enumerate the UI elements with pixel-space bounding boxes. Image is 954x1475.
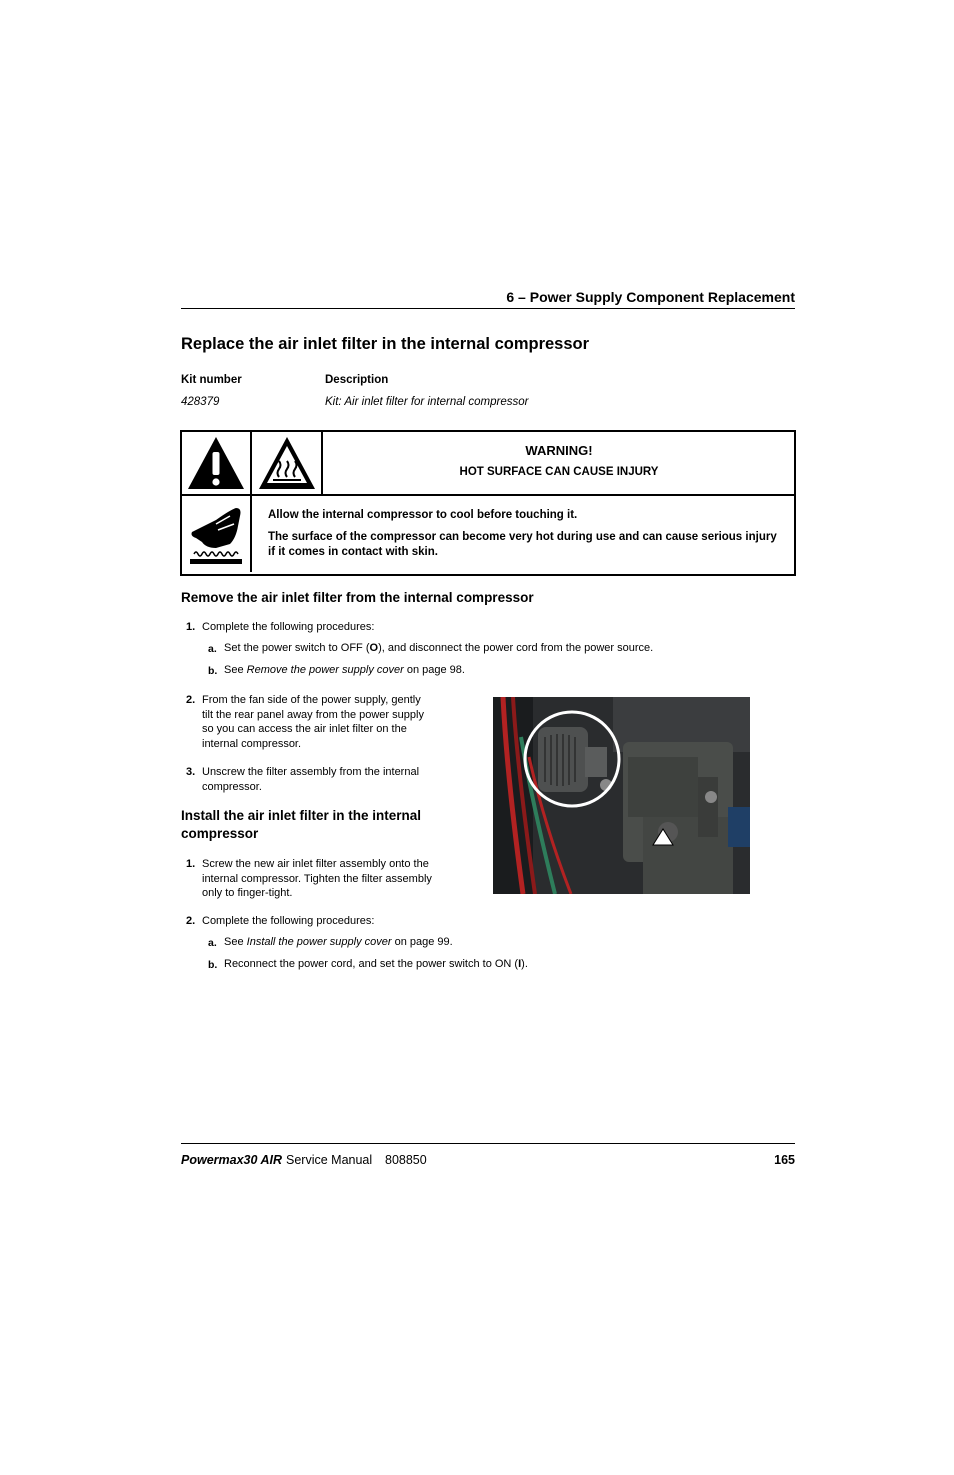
warning-box xyxy=(180,430,796,576)
hot-surface-icon xyxy=(257,435,317,491)
kit-number-header: Kit number xyxy=(181,374,242,386)
remove-step-2-text: From the fan side of the power supply, gently tilt the rear panel away from the power supply so you can access the air inlet filter on the internal compressor. xyxy=(202,694,424,750)
footer-manual: Service Manual xyxy=(286,1153,373,1167)
install-cover-link[interactable]: Install the power supply cover xyxy=(246,936,392,948)
install-step-2a-letter: a. xyxy=(208,937,217,949)
install-step-1-num: 1. xyxy=(186,858,196,870)
header-rule xyxy=(181,308,795,309)
remove-step-1a-letter: a. xyxy=(208,643,217,655)
remove-cover-link[interactable]: Remove the power supply cover xyxy=(246,664,404,676)
install-heading: Install the air inlet filter in the internal compressor xyxy=(181,808,422,841)
footer-rule xyxy=(181,1143,795,1144)
chapter-header: 6 – Power Supply Component Replacement xyxy=(506,289,795,305)
install-step-2a-text: See Install the power supply cover on page 99. xyxy=(224,936,453,948)
kit-number-value: 428379 xyxy=(181,396,220,408)
description-header: Description xyxy=(325,374,389,386)
install-step-2-num: 2. xyxy=(186,915,196,927)
warning-line-1: Allow the internal compressor to cool before touching it. xyxy=(268,509,578,521)
remove-step-2-num: 2. xyxy=(186,694,196,706)
remove-heading: Remove the air inlet filter from the internal compressor xyxy=(181,590,534,605)
burned-hand-icon xyxy=(186,502,246,566)
footer-product: Powermax30 AIR xyxy=(181,1153,282,1167)
remove-step-3-text: Unscrew the filter assembly from the internal compressor. xyxy=(202,766,420,793)
remove-step-1b-letter: b. xyxy=(208,665,218,677)
install-step-2b-text: Reconnect the power cord, and set the power switch to ON (I). xyxy=(224,958,528,970)
kit-description-value: Kit: Air inlet filter for internal compressor xyxy=(325,396,529,408)
remove-step-3-num: 3. xyxy=(186,766,196,778)
warning-line-2: The surface of the compressor can become very hot during use and can cause serious injury if it comes in contact with skin. xyxy=(268,531,777,558)
remove-step-1a-text: Set the power switch to OFF (O), and disconnect the power cord from the power source. xyxy=(224,642,654,654)
remove-step-1-num: 1. xyxy=(186,621,196,633)
warning-triangle-icon xyxy=(186,435,246,491)
install-step-1-text: Screw the new air inlet filter assembly onto the internal compressor. Tighten the filter assembly only to finger-tight. xyxy=(202,858,432,899)
compressor-photo xyxy=(493,697,750,894)
remove-step-1-text: Complete the following procedures: xyxy=(202,621,375,633)
warning-subtitle: HOT SURFACE CAN CAUSE INJURY xyxy=(459,466,659,478)
remove-step-1b-text: See Remove the power supply cover on page 98. xyxy=(224,664,465,676)
install-step-2-text: Complete the following procedures: xyxy=(202,915,375,927)
install-step-2b-letter: b. xyxy=(208,959,218,971)
page-number: 165 xyxy=(774,1153,795,1167)
warning-title: WARNING! xyxy=(525,443,593,458)
section-title: Replace the air inlet filter in the internal compressor xyxy=(181,335,590,353)
footer-part-number: 808850 xyxy=(385,1153,427,1167)
